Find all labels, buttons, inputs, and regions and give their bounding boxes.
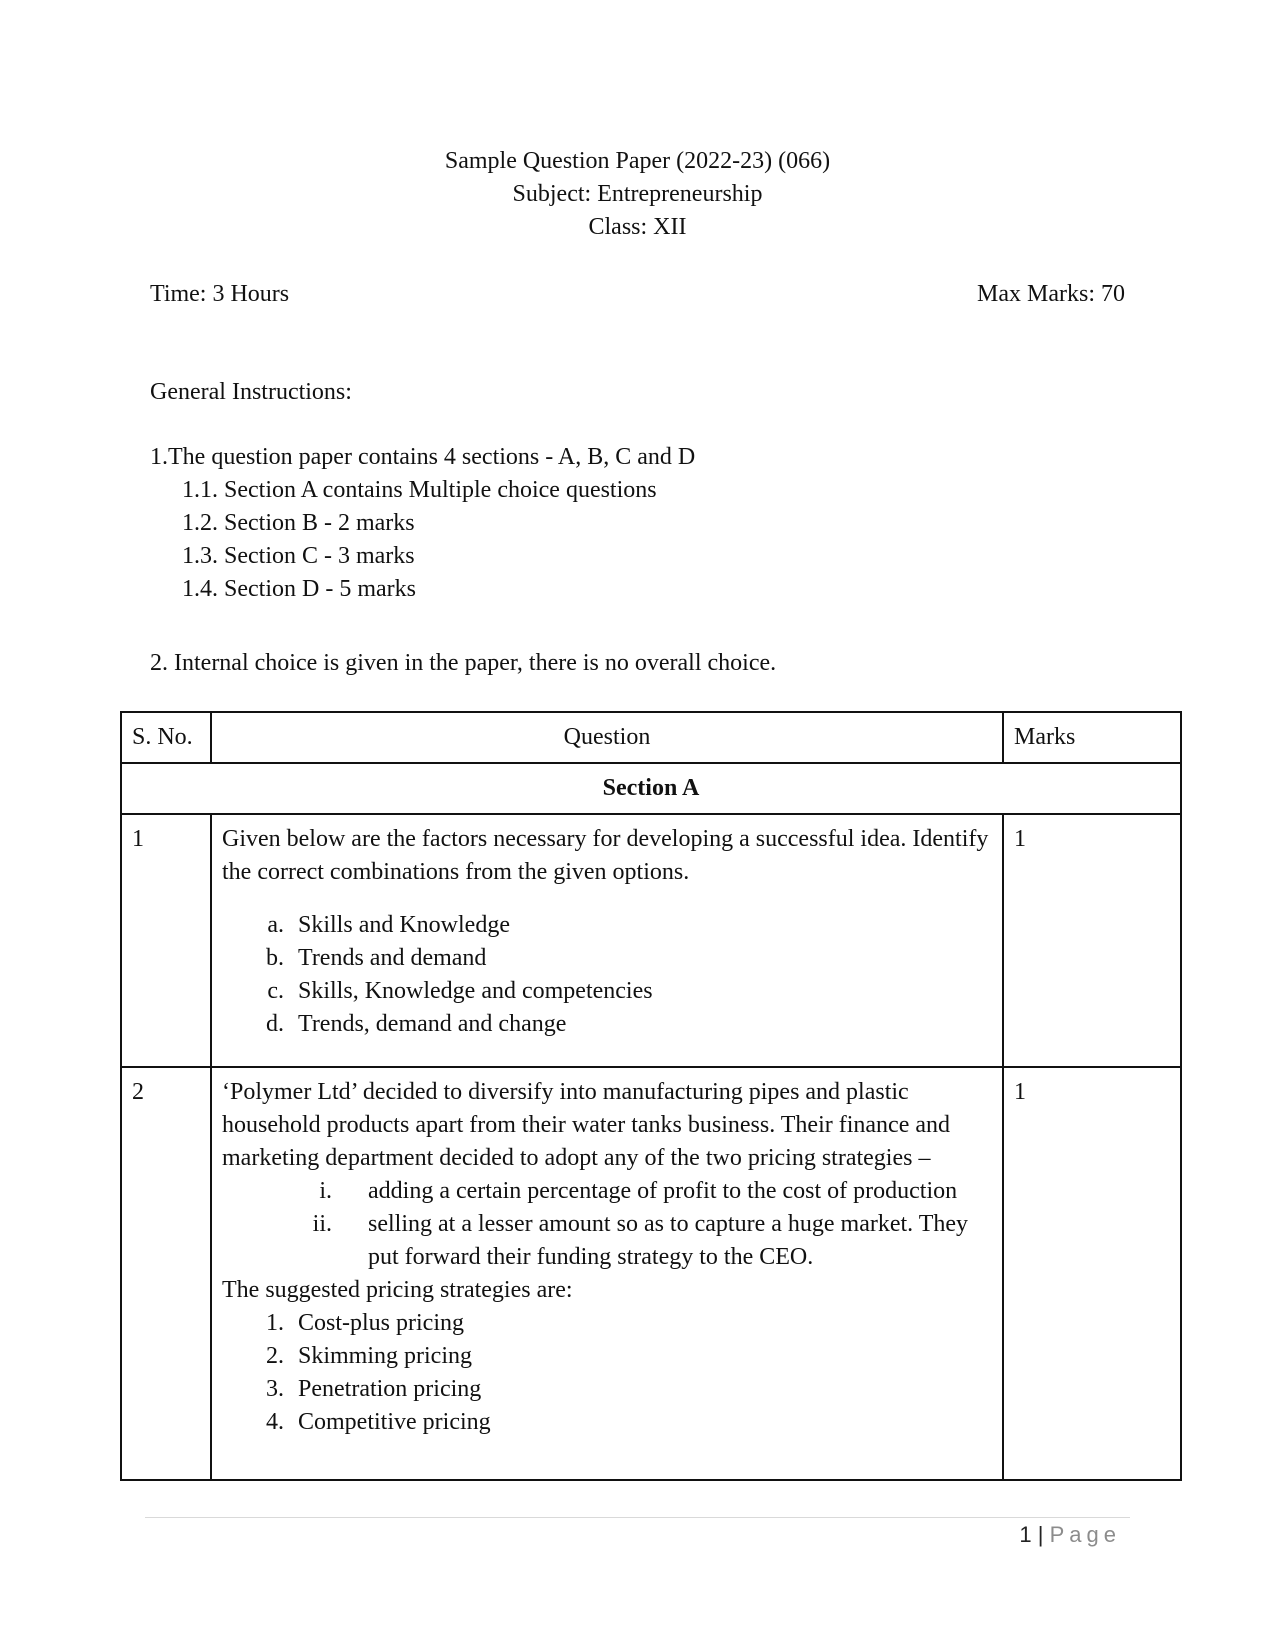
question-table [120, 711, 1182, 1481]
page-separator: | [1037, 1522, 1044, 1547]
option-text: Skimming pricing [298, 1343, 472, 1369]
strategy-text: adding a certain percentage of profit to the cost of production [368, 1178, 958, 1204]
option-text: Skills, Knowledge and competencies [298, 978, 653, 1004]
question-number: 1 [121, 814, 211, 1067]
question-cell [211, 1067, 1003, 1480]
instruction-item-2: 2. Internal choice is given in the paper, there is no overall choice. [150, 650, 777, 676]
option-text: Trends and demand [298, 945, 487, 971]
question-number: 2 [121, 1067, 211, 1480]
option-text: Skills and Knowledge [298, 912, 510, 938]
exam-max-marks: Max Marks: 70 [977, 281, 1125, 307]
option-label: c. [267, 978, 284, 1004]
instruction-sub-item: 1.2. Section B - 2 marks [182, 510, 415, 536]
table-header-row [121, 712, 1181, 763]
paper-header [0, 145, 1275, 244]
instruction-item-1: 1.The question paper contains 4 sections - A, B, C and D [150, 444, 696, 470]
paper-subject: Subject: Entrepreneurship [512, 181, 763, 207]
header-question: Question [211, 712, 1003, 763]
list-item [222, 1008, 992, 1041]
page-footer [1019, 1518, 1121, 1552]
option-label: a. [267, 912, 284, 938]
list-item [222, 1307, 992, 1340]
list-item [222, 1340, 992, 1373]
option-list [222, 909, 992, 1041]
list-item [222, 1373, 992, 1406]
question-marks: 1 [1003, 1067, 1181, 1480]
exam-meta [150, 277, 1125, 311]
paper-class: Class: XII [588, 214, 687, 240]
page-label: Page [1049, 1522, 1121, 1547]
footer-divider [145, 1517, 1130, 1518]
option-text: Cost-plus pricing [298, 1310, 464, 1336]
list-item [222, 942, 992, 975]
page-number: 1 [1019, 1522, 1032, 1547]
list-item [222, 909, 992, 942]
instruction-sub-item: 1.4. Section D - 5 marks [182, 576, 416, 602]
list-item [222, 975, 992, 1008]
option-label: 2. [266, 1343, 284, 1369]
question-cell [211, 814, 1003, 1067]
option-label: 1. [266, 1310, 284, 1336]
header-sno: S. No. [121, 712, 211, 763]
section-a-heading: Section A [121, 763, 1181, 814]
section-row [121, 763, 1181, 814]
exam-time: Time: 3 Hours [150, 281, 290, 307]
strategy-label: i. [319, 1178, 332, 1204]
question-marks: 1 [1003, 814, 1181, 1067]
list-item [222, 1208, 992, 1274]
instruction-sub-item: 1.3. Section C - 3 marks [182, 543, 415, 569]
option-label: 4. [266, 1409, 284, 1435]
instruction-sub-item: 1.1. Section A contains Multiple choice questions [182, 477, 657, 503]
option-text: Penetration pricing [298, 1376, 482, 1402]
question-prompt: The suggested pricing strategies are: [222, 1277, 573, 1303]
instruction-sub-list [182, 474, 657, 606]
strategy-label: ii. [312, 1211, 332, 1237]
paper-title: Sample Question Paper (2022-23) (066) [444, 148, 831, 174]
question-text: Given below are the factors necessary for developing a successful idea. Identify the correct combinations from the given options. [222, 826, 989, 885]
option-text: Competitive pricing [298, 1409, 491, 1435]
option-list [222, 1307, 992, 1439]
table-row [121, 814, 1181, 1067]
option-label: 3. [266, 1376, 284, 1402]
option-label: d. [266, 1011, 284, 1037]
header-marks: Marks [1003, 712, 1181, 763]
strategy-list [222, 1175, 992, 1274]
question-text: ‘Polymer Ltd’ decided to diversify into manufacturing pipes and plastic household products apart from their water tanks business. Their finance and marketing department decided to adopt any of the two pricing strategies – [222, 1079, 951, 1171]
option-label: b. [266, 945, 284, 971]
table-row [121, 1067, 1181, 1480]
strategy-text: selling at a lesser amount so as to capture a huge market. They put forward their funding strategy to the CEO. [368, 1211, 969, 1270]
list-item [222, 1406, 992, 1439]
instructions-heading: General Instructions: [150, 379, 352, 405]
list-item [222, 1175, 992, 1208]
option-text: Trends, demand and change [298, 1011, 567, 1037]
